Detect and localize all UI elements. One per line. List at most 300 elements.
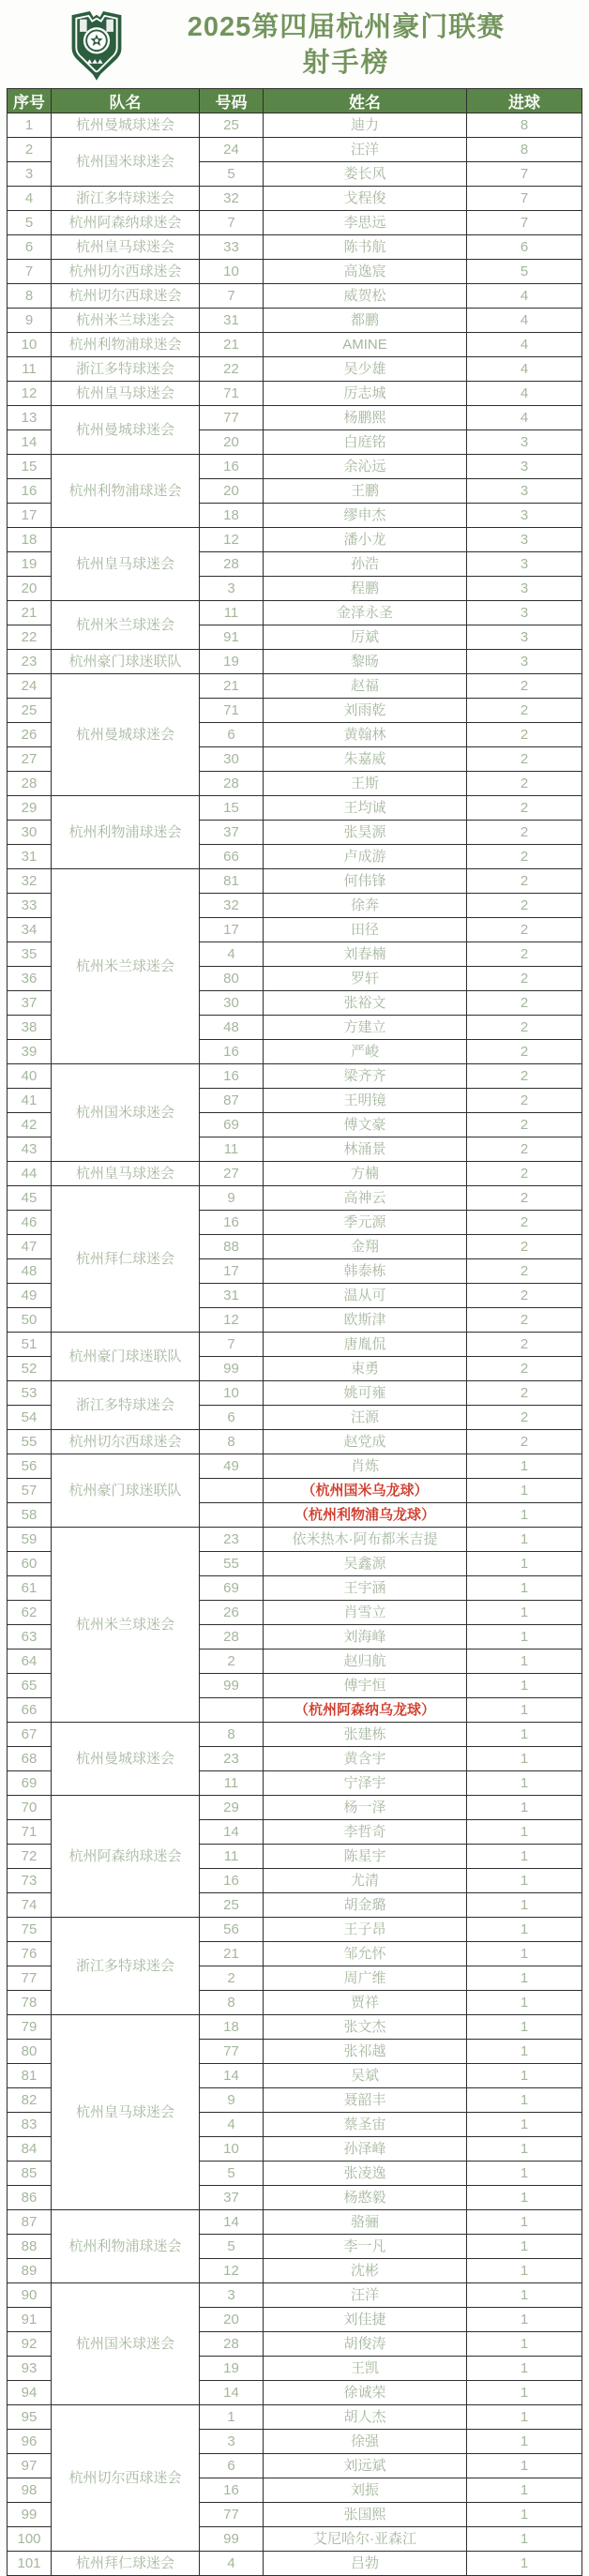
player-name-cell: 严峻 <box>264 1040 467 1064</box>
table-row <box>8 1796 582 1820</box>
header-cell-name: 姓名 <box>264 89 467 113</box>
player-name-cell: 胡金璐 <box>264 1893 467 1918</box>
table-row <box>8 406 582 430</box>
row-index-cell: 67 <box>8 1723 52 1747</box>
player-number-cell: 37 <box>200 821 264 845</box>
goals-cell: 4 <box>467 406 582 430</box>
goals-cell: 1 <box>467 1674 582 1698</box>
table-row <box>8 333 582 357</box>
player-name-cell: 艾尼哈尔·亚森江 <box>264 2527 467 2552</box>
goals-cell: 3 <box>467 430 582 455</box>
team-cell: 杭州米兰球迷会 <box>52 1528 200 1723</box>
row-index-cell: 13 <box>8 406 52 430</box>
goals-cell: 1 <box>467 2015 582 2040</box>
row-index-cell: 25 <box>8 699 52 723</box>
row-index-cell: 78 <box>8 1991 52 2015</box>
player-number-cell: 5 <box>200 2162 264 2186</box>
player-name-cell: 肖炼 <box>264 1454 467 1479</box>
table-row <box>8 187 582 211</box>
player-number-cell: 66 <box>200 845 264 869</box>
player-name-cell: 徐诚荣 <box>264 2381 467 2405</box>
player-name-cell: 宁泽宇 <box>264 1771 467 1796</box>
goals-cell: 1 <box>467 1966 582 1991</box>
row-index-cell: 71 <box>8 1820 52 1845</box>
player-name-cell: 田径 <box>264 918 467 942</box>
goals-cell: 1 <box>467 2308 582 2332</box>
player-name-cell: （杭州阿森纳乌龙球） <box>264 1698 467 1723</box>
table-row <box>8 260 582 284</box>
goals-cell: 2 <box>467 772 582 796</box>
player-name-cell: 聂韶丰 <box>264 2088 467 2113</box>
team-cell: 杭州曼城球迷会 <box>52 406 200 455</box>
player-name-cell: 孙浩 <box>264 552 467 577</box>
table-row <box>8 455 582 479</box>
player-number-cell: 17 <box>200 1259 264 1284</box>
player-number-cell: 8 <box>200 1723 264 1747</box>
table-row <box>8 1918 582 1942</box>
row-index-cell: 84 <box>8 2137 52 2162</box>
team-cell: 杭州豪门球迷联队 <box>52 1333 200 1381</box>
row-index-cell: 40 <box>8 1064 52 1089</box>
player-number-cell: 20 <box>200 430 264 455</box>
table-row <box>8 1381 582 1406</box>
row-index-cell: 64 <box>8 1650 52 1674</box>
table-row <box>8 1333 582 1357</box>
row-index-cell: 82 <box>8 2088 52 2113</box>
player-name-cell: 刘海峰 <box>264 1625 467 1650</box>
row-index-cell: 8 <box>8 284 52 309</box>
goals-cell: 7 <box>467 162 582 187</box>
player-number-cell: 25 <box>200 113 264 138</box>
player-number-cell: 4 <box>200 942 264 967</box>
player-name-cell: 威贺松 <box>264 284 467 309</box>
header-cell-team: 队名 <box>52 89 200 113</box>
row-index-cell: 54 <box>8 1406 52 1430</box>
goals-cell: 3 <box>467 528 582 552</box>
goals-cell: 2 <box>467 1137 582 1162</box>
row-index-cell: 48 <box>8 1259 52 1284</box>
team-cell: 浙江多特球迷会 <box>52 1381 200 1430</box>
player-number-cell: 5 <box>200 162 264 187</box>
scorers-table <box>7 88 582 2576</box>
team-cell: 杭州切尔西球迷会 <box>52 260 200 284</box>
row-index-cell: 47 <box>8 1235 52 1259</box>
goals-cell: 1 <box>467 2430 582 2454</box>
player-number-cell: 7 <box>200 1333 264 1357</box>
player-number-cell: 69 <box>200 1576 264 1601</box>
row-index-cell: 87 <box>8 2210 52 2235</box>
club-crest-icon <box>66 8 128 83</box>
table-row <box>8 382 582 406</box>
row-index-cell: 20 <box>8 577 52 601</box>
player-name-cell: 吴斌 <box>264 2064 467 2088</box>
team-cell: 杭州米兰球迷会 <box>52 601 200 650</box>
goals-cell: 1 <box>467 1747 582 1771</box>
goals-cell: 1 <box>467 1893 582 1918</box>
team-cell: 杭州阿森纳球迷会 <box>52 1796 200 1918</box>
team-cell: 杭州皇马球迷会 <box>52 2015 200 2210</box>
row-index-cell: 68 <box>8 1747 52 1771</box>
table-row <box>8 796 582 821</box>
goals-cell: 2 <box>467 1357 582 1381</box>
row-index-cell: 31 <box>8 845 52 869</box>
header-cell-num: 号码 <box>200 89 264 113</box>
row-index-cell: 60 <box>8 1552 52 1576</box>
goals-cell: 2 <box>467 1406 582 1430</box>
goals-cell: 1 <box>467 2478 582 2503</box>
player-number-cell <box>200 1503 264 1528</box>
player-name-cell: 胡俊涛 <box>264 2332 467 2357</box>
player-number-cell: 20 <box>200 2308 264 2332</box>
row-index-cell: 57 <box>8 1479 52 1503</box>
goals-cell: 1 <box>467 2503 582 2527</box>
player-name-cell: 赵党成 <box>264 1430 467 1454</box>
player-number-cell: 71 <box>200 382 264 406</box>
row-index-cell: 9 <box>8 309 52 333</box>
player-number-cell: 71 <box>200 699 264 723</box>
player-number-cell: 91 <box>200 625 264 650</box>
player-number-cell: 20 <box>200 479 264 504</box>
player-number-cell: 49 <box>200 1454 264 1479</box>
player-number-cell: 3 <box>200 2283 264 2308</box>
row-index-cell: 53 <box>8 1381 52 1406</box>
goals-cell: 1 <box>467 2454 582 2478</box>
table-row <box>8 601 582 625</box>
row-index-cell: 11 <box>8 357 52 382</box>
player-name-cell: 汪洋 <box>264 2283 467 2308</box>
player-number-cell: 21 <box>200 674 264 699</box>
player-name-cell: 王凯 <box>264 2357 467 2381</box>
player-name-cell: 尤清 <box>264 1869 467 1893</box>
goals-cell: 2 <box>467 1308 582 1333</box>
player-number-cell: 10 <box>200 1381 264 1406</box>
row-index-cell: 10 <box>8 333 52 357</box>
team-cell: 浙江多特球迷会 <box>52 1918 200 2015</box>
goals-cell: 4 <box>467 309 582 333</box>
row-index-cell: 19 <box>8 552 52 577</box>
player-number-cell: 2 <box>200 1650 264 1674</box>
table-row <box>8 211 582 235</box>
team-cell: 杭州国米球迷会 <box>52 1064 200 1162</box>
row-index-cell: 6 <box>8 235 52 260</box>
player-number-cell: 18 <box>200 504 264 528</box>
goals-cell: 3 <box>467 577 582 601</box>
table-row <box>8 1064 582 1089</box>
player-number-cell: 7 <box>200 211 264 235</box>
player-name-cell: 肖雪立 <box>264 1601 467 1625</box>
page-title: 2025第四届杭州豪门联赛 <box>187 12 506 42</box>
goals-cell: 2 <box>467 1016 582 1040</box>
row-index-cell: 28 <box>8 772 52 796</box>
goals-cell: 1 <box>467 2552 582 2576</box>
team-cell: 浙江多特球迷会 <box>52 187 200 211</box>
goals-cell: 7 <box>467 187 582 211</box>
player-number-cell: 10 <box>200 260 264 284</box>
player-number-cell: 55 <box>200 1552 264 1576</box>
team-cell: 浙江多特球迷会 <box>52 357 200 382</box>
row-index-cell: 76 <box>8 1942 52 1966</box>
row-index-cell: 29 <box>8 796 52 821</box>
goals-cell: 1 <box>467 2040 582 2064</box>
player-number-cell: 16 <box>200 1211 264 1235</box>
row-index-cell: 56 <box>8 1454 52 1479</box>
row-index-cell: 79 <box>8 2015 52 2040</box>
player-number-cell: 24 <box>200 138 264 162</box>
header-cell-no: 序号 <box>8 89 52 113</box>
row-index-cell: 90 <box>8 2283 52 2308</box>
player-name-cell: 潘小龙 <box>264 528 467 552</box>
row-index-cell: 72 <box>8 1845 52 1869</box>
goals-cell: 1 <box>467 1479 582 1503</box>
player-number-cell: 23 <box>200 1747 264 1771</box>
player-number-cell: 21 <box>200 1942 264 1966</box>
goals-cell: 2 <box>467 1284 582 1308</box>
player-number-cell: 3 <box>200 2430 264 2454</box>
row-index-cell: 45 <box>8 1186 52 1211</box>
page-header <box>0 0 589 88</box>
page-subtitle: 射手榜 <box>302 48 390 78</box>
player-name-cell: 汪源 <box>264 1406 467 1430</box>
player-name-cell: 王明镜 <box>264 1089 467 1113</box>
team-cell: 杭州皇马球迷会 <box>52 382 200 406</box>
table-row <box>8 1430 582 1454</box>
player-number-cell: 16 <box>200 2478 264 2503</box>
goals-cell: 3 <box>467 455 582 479</box>
row-index-cell: 26 <box>8 723 52 747</box>
team-cell: 杭州皇马球迷会 <box>52 235 200 260</box>
row-index-cell: 92 <box>8 2332 52 2357</box>
goals-cell: 2 <box>467 894 582 918</box>
row-index-cell: 86 <box>8 2186 52 2210</box>
player-number-cell: 33 <box>200 235 264 260</box>
player-number-cell: 11 <box>200 1771 264 1796</box>
goals-cell: 2 <box>467 869 582 894</box>
player-number-cell: 18 <box>200 2015 264 2040</box>
player-name-cell: 欧斯津 <box>264 1308 467 1333</box>
goals-cell: 2 <box>467 1089 582 1113</box>
player-number-cell: 21 <box>200 333 264 357</box>
player-name-cell: 傅文豪 <box>264 1113 467 1137</box>
player-number-cell: 12 <box>200 1308 264 1333</box>
goals-cell: 1 <box>467 2332 582 2357</box>
player-number-cell: 2 <box>200 1966 264 1991</box>
row-index-cell: 35 <box>8 942 52 967</box>
row-index-cell: 41 <box>8 1089 52 1113</box>
player-name-cell: 周广维 <box>264 1966 467 1991</box>
row-index-cell: 70 <box>8 1796 52 1820</box>
row-index-cell: 1 <box>8 113 52 138</box>
player-number-cell: 77 <box>200 406 264 430</box>
player-number-cell: 30 <box>200 991 264 1016</box>
goals-cell: 2 <box>467 1211 582 1235</box>
row-index-cell: 37 <box>8 991 52 1016</box>
player-name-cell: 姚可雍 <box>264 1381 467 1406</box>
player-number-cell: 23 <box>200 1528 264 1552</box>
row-index-cell: 83 <box>8 2113 52 2137</box>
table-row <box>8 138 582 162</box>
player-name-cell: 陈星宇 <box>264 1845 467 1869</box>
player-name-cell: 方楠 <box>264 1162 467 1186</box>
goals-cell: 1 <box>467 2186 582 2210</box>
goals-cell: 2 <box>467 967 582 991</box>
row-index-cell: 12 <box>8 382 52 406</box>
player-name-cell: 杨憨毅 <box>264 2186 467 2210</box>
player-number-cell: 81 <box>200 869 264 894</box>
table-row <box>8 309 582 333</box>
player-name-cell: 朱嘉威 <box>264 747 467 772</box>
player-number-cell: 28 <box>200 552 264 577</box>
table-body <box>8 113 582 2576</box>
row-index-cell: 36 <box>8 967 52 991</box>
row-index-cell: 80 <box>8 2040 52 2064</box>
goals-cell: 1 <box>467 2357 582 2381</box>
row-index-cell: 77 <box>8 1966 52 1991</box>
goals-cell: 4 <box>467 284 582 309</box>
goals-cell: 1 <box>467 2283 582 2308</box>
goals-cell: 5 <box>467 260 582 284</box>
player-name-cell: 刘春楠 <box>264 942 467 967</box>
row-index-cell: 81 <box>8 2064 52 2088</box>
player-name-cell: 傅宇恒 <box>264 1674 467 1698</box>
team-cell: 杭州米兰球迷会 <box>52 869 200 1064</box>
row-index-cell: 30 <box>8 821 52 845</box>
player-name-cell: 李思远 <box>264 211 467 235</box>
goals-cell: 1 <box>467 1820 582 1845</box>
player-number-cell: 28 <box>200 772 264 796</box>
team-cell: 杭州曼城球迷会 <box>52 1723 200 1796</box>
player-name-cell: 何伟锋 <box>264 869 467 894</box>
team-cell: 杭州拜仁球迷会 <box>52 1186 200 1333</box>
player-number-cell: 6 <box>200 2454 264 2478</box>
row-index-cell: 33 <box>8 894 52 918</box>
player-name-cell: 陈书航 <box>264 235 467 260</box>
player-name-cell: 戈程俊 <box>264 187 467 211</box>
goals-cell: 1 <box>467 1918 582 1942</box>
player-name-cell: 黄翰林 <box>264 723 467 747</box>
goals-cell: 1 <box>467 1576 582 1601</box>
player-name-cell: 王子昂 <box>264 1918 467 1942</box>
player-number-cell: 16 <box>200 1869 264 1893</box>
row-index-cell: 27 <box>8 747 52 772</box>
team-cell: 杭州国米球迷会 <box>52 2283 200 2405</box>
player-name-cell: 林涌景 <box>264 1137 467 1162</box>
goals-cell: 2 <box>467 991 582 1016</box>
goals-cell: 2 <box>467 1381 582 1406</box>
row-index-cell: 17 <box>8 504 52 528</box>
player-number-cell: 6 <box>200 1406 264 1430</box>
header-row <box>8 89 582 113</box>
player-name-cell: 杨一泽 <box>264 1796 467 1820</box>
player-number-cell: 11 <box>200 1137 264 1162</box>
row-index-cell: 65 <box>8 1674 52 1698</box>
row-index-cell: 98 <box>8 2478 52 2503</box>
row-index-cell: 93 <box>8 2357 52 2381</box>
player-name-cell: 季元源 <box>264 1211 467 1235</box>
goals-cell: 1 <box>467 2137 582 2162</box>
table-row <box>8 1454 582 1479</box>
goals-cell: 1 <box>467 1528 582 1552</box>
player-number-cell: 56 <box>200 1918 264 1942</box>
goals-cell: 3 <box>467 504 582 528</box>
player-number-cell: 30 <box>200 747 264 772</box>
player-name-cell: 张祁越 <box>264 2040 467 2064</box>
player-number-cell: 1 <box>200 2405 264 2430</box>
row-index-cell: 66 <box>8 1698 52 1723</box>
player-name-cell: 王斯 <box>264 772 467 796</box>
table-row <box>8 113 582 138</box>
row-index-cell: 69 <box>8 1771 52 1796</box>
row-index-cell: 24 <box>8 674 52 699</box>
table-row <box>8 2015 582 2040</box>
goals-cell: 1 <box>467 2113 582 2137</box>
row-index-cell: 101 <box>8 2552 52 2576</box>
goals-cell: 1 <box>467 2088 582 2113</box>
player-name-cell: 白庭铭 <box>264 430 467 455</box>
player-name-cell: 迪力 <box>264 113 467 138</box>
player-name-cell: （杭州利物浦乌龙球） <box>264 1503 467 1528</box>
team-cell: 杭州曼城球迷会 <box>52 674 200 796</box>
goals-cell: 3 <box>467 552 582 577</box>
team-cell: 杭州国米球迷会 <box>52 138 200 187</box>
goals-cell: 3 <box>467 650 582 674</box>
player-name-cell: 刘雨乾 <box>264 699 467 723</box>
goals-cell: 1 <box>467 1771 582 1796</box>
goals-cell: 2 <box>467 821 582 845</box>
team-cell: 杭州利物浦球迷会 <box>52 2210 200 2283</box>
goals-cell: 2 <box>467 723 582 747</box>
row-index-cell: 97 <box>8 2454 52 2478</box>
player-number-cell: 9 <box>200 1186 264 1211</box>
table-row <box>8 674 582 699</box>
row-index-cell: 46 <box>8 1211 52 1235</box>
row-index-cell: 15 <box>8 455 52 479</box>
row-index-cell: 100 <box>8 2527 52 2552</box>
player-number-cell: 99 <box>200 2527 264 2552</box>
player-number-cell: 77 <box>200 2503 264 2527</box>
header-cell-goals: 进球 <box>467 89 582 113</box>
player-number-cell: 37 <box>200 2186 264 2210</box>
goals-cell: 2 <box>467 1235 582 1259</box>
row-index-cell: 43 <box>8 1137 52 1162</box>
player-name-cell: 张国熙 <box>264 2503 467 2527</box>
team-cell: 杭州豪门球迷联队 <box>52 1454 200 1528</box>
player-name-cell: 李哲奇 <box>264 1820 467 1845</box>
player-number-cell: 8 <box>200 1991 264 2015</box>
goals-cell: 1 <box>467 2527 582 2552</box>
row-index-cell: 55 <box>8 1430 52 1454</box>
row-index-cell: 85 <box>8 2162 52 2186</box>
goals-cell: 1 <box>467 2235 582 2259</box>
player-number-cell: 88 <box>200 1235 264 1259</box>
player-number-cell <box>200 1698 264 1723</box>
row-index-cell: 2 <box>8 138 52 162</box>
row-index-cell: 58 <box>8 1503 52 1528</box>
goals-cell: 1 <box>467 1601 582 1625</box>
row-index-cell: 22 <box>8 625 52 650</box>
player-number-cell: 14 <box>200 2210 264 2235</box>
table-row <box>8 2283 582 2308</box>
goals-cell: 1 <box>467 2381 582 2405</box>
player-number-cell: 6 <box>200 723 264 747</box>
player-number-cell: 14 <box>200 1820 264 1845</box>
player-number-cell: 9 <box>200 2088 264 2113</box>
player-name-cell: 厉斌 <box>264 625 467 650</box>
player-name-cell: 吕勃 <box>264 2552 467 2576</box>
player-number-cell: 10 <box>200 2137 264 2162</box>
player-name-cell: 依米热木·阿布都米吉提 <box>264 1528 467 1552</box>
row-index-cell: 52 <box>8 1357 52 1381</box>
goals-cell: 3 <box>467 601 582 625</box>
